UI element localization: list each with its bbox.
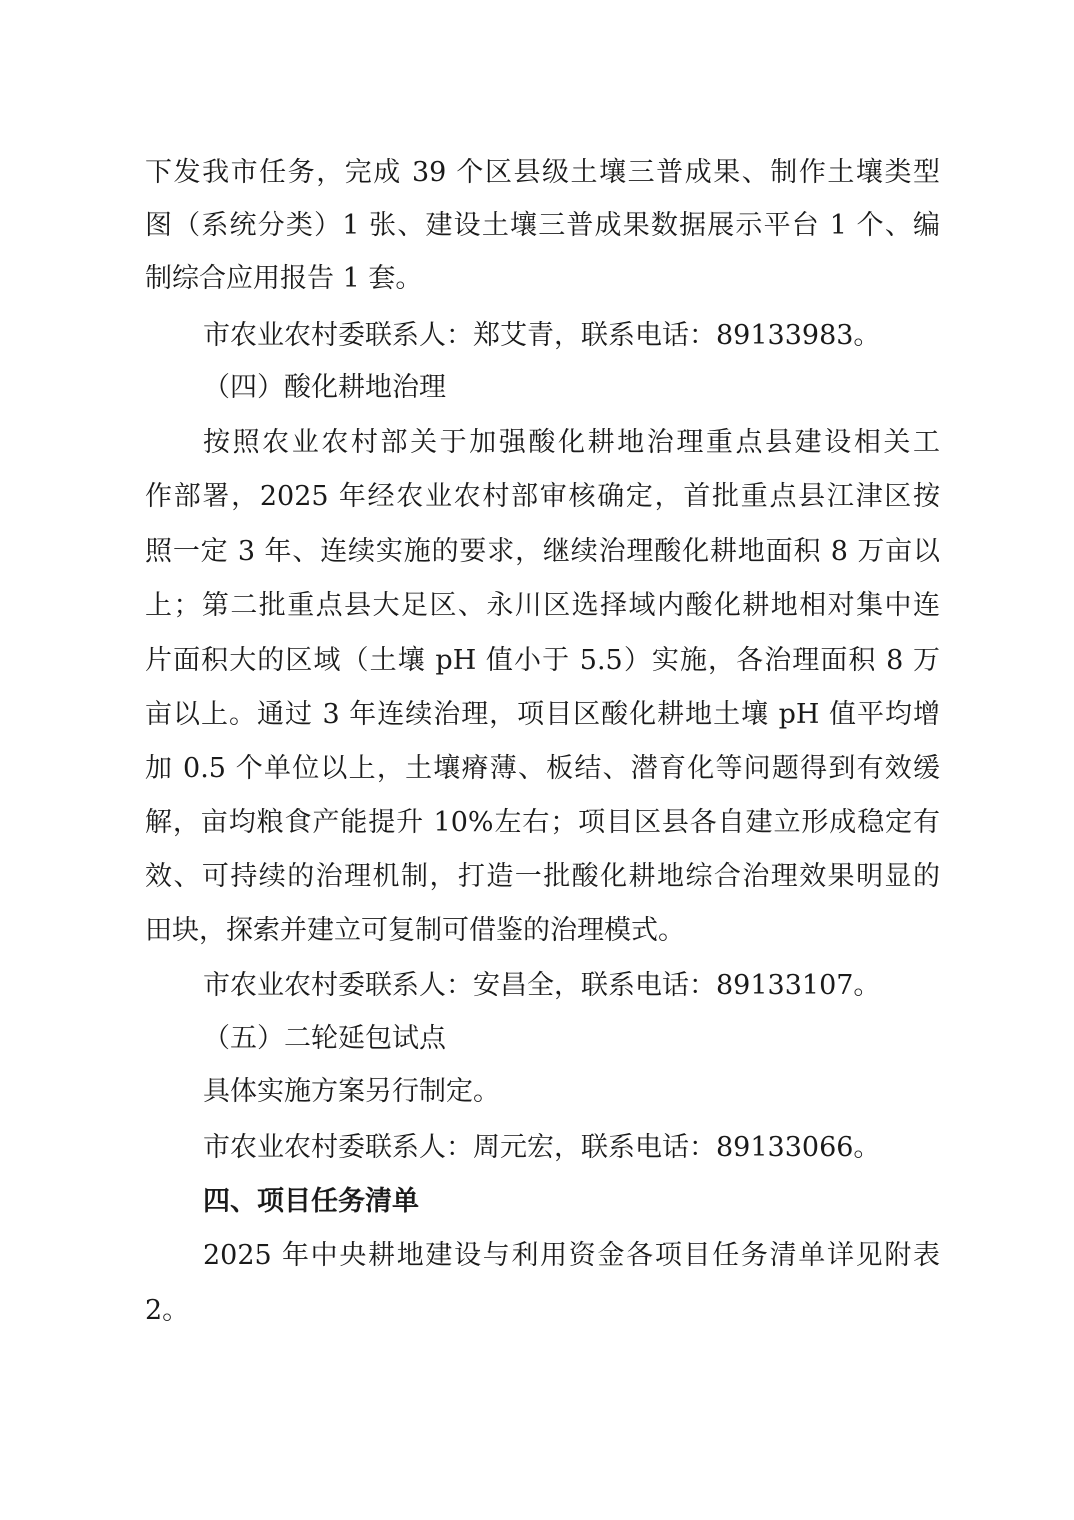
paragraph-task-list-line-2: 2。	[145, 1295, 190, 1326]
paragraph-acidified-line-4: 上；第二批重点县大足区、永川区选择域内酸化耕地相对集中连	[145, 590, 940, 621]
paragraph-acidified-line-1: 按照农业农村部关于加强酸化耕地治理重点县建设相关工	[203, 427, 940, 458]
paragraph-acidified-line-3: 照一定 3 年、连续实施的要求，继续治理酸化耕地面积 8 万亩以	[145, 536, 940, 567]
paragraph-soil-census-line-1: 下发我市任务，完成 39 个区县级土壤三普成果、制作土壤类型	[145, 157, 940, 188]
section-heading-task-list: 四、项目任务清单	[203, 1186, 419, 1217]
contact-line-zheng: 市农业农村委联系人：郑艾青，联系电话：89133983。	[203, 320, 881, 351]
paragraph-acidified-line-7: 加 0.5 个单位以上，土壤瘠薄、板结、潜育化等问题得到有效缓	[145, 753, 940, 784]
paragraph-acidified-line-2: 作部署，2025 年经农业农村部审核确定，首批重点县江津区按	[145, 481, 940, 512]
paragraph-task-list-line-1: 2025 年中央耕地建设与利用资金各项目任务清单详见附表	[203, 1240, 940, 1271]
paragraph-soil-census-line-3: 制综合应用报告 1 套。	[145, 263, 423, 294]
paragraph-acidified-line-8: 解，亩均粮食产能提升 10%左右；项目区县各自建立形成稳定有	[145, 807, 940, 838]
contact-line-zhou: 市农业农村委联系人：周元宏，联系电话：89133066。	[203, 1132, 881, 1163]
paragraph-soil-census-line-2: 图（系统分类）1 张、建设土壤三普成果数据展示平台 1 个、编	[145, 210, 940, 241]
section-heading-acidified-farmland: （四）酸化耕地治理	[203, 372, 446, 403]
paragraph-acidified-line-6: 亩以上。通过 3 年连续治理，项目区酸化耕地土壤 pH 值平均增	[145, 699, 940, 730]
section-heading-second-round-pilot: （五）二轮延包试点	[203, 1023, 446, 1054]
paragraph-acidified-line-10: 田块，探索并建立可复制可借鉴的治理模式。	[145, 915, 685, 946]
paragraph-acidified-line-9: 效、可持续的治理机制，打造一批酸化耕地综合治理效果明显的	[145, 861, 940, 892]
contact-line-an: 市农业农村委联系人：安昌全，联系电话：89133107。	[203, 970, 881, 1001]
paragraph-acidified-line-5: 片面积大的区域（土壤 pH 值小于 5.5）实施，各治理面积 8 万	[145, 645, 940, 676]
paragraph-pilot-plan: 具体实施方案另行制定。	[203, 1076, 500, 1107]
